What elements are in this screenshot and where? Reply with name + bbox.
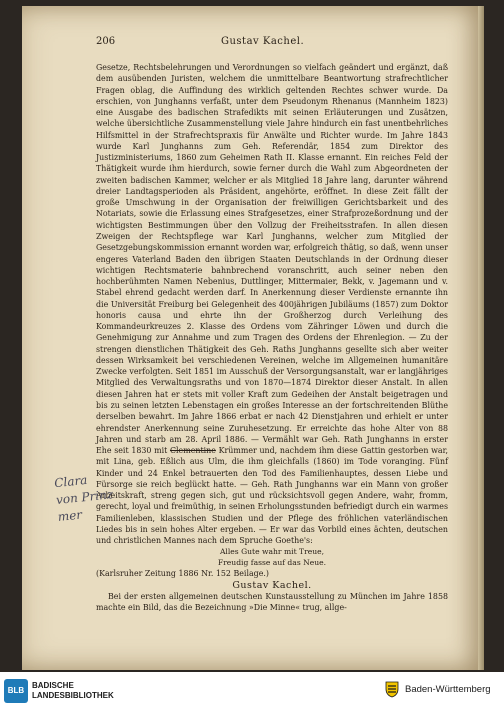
- running-title: Gustav Kachel.: [221, 36, 305, 47]
- library-name-line-1: BADISCHE: [32, 681, 74, 690]
- page-body: [96, 62, 448, 613]
- handwritten-margin-note: [53, 469, 118, 526]
- library-name-line-2: LANDESBIBLIOTHEK: [32, 691, 114, 700]
- baden-wuerttemberg-crest-icon: [383, 680, 401, 698]
- library-name[interactable]: [32, 681, 114, 701]
- page-edge: [478, 6, 484, 670]
- margin-note-line: von Prinz: [55, 487, 114, 508]
- section-title: Gustav Kachel.: [232, 579, 312, 591]
- blb-logo-icon[interactable]: BLB: [4, 679, 28, 703]
- margin-note-line: mer: [57, 507, 83, 525]
- footer-bar: [0, 672, 504, 707]
- paragraph: [96, 62, 448, 546]
- paragraph-text: Gesetze, Rechtsbelehrungen und Verordnungen so vielfach geändert und ergänzt, daß dem ausübenden Juristen, welchem die unmittelbare Beantwortung strafrechtlicher Fragen oblag, die Auffindung des wirklich geltenden Rechtes schwer wurde. Da erschien, von Junghanns verfaßt, unter dem Pseudonym Rhenanus (Mannheim 1823) eine Ausgabe des badischen Strafedikts mit seinen Erläuterungen und Zusätzen, welche übersichtliche Zusammenstellung viele Jahre hindurch ein fast unentbehrliches Hilfsmittel in der Strafrechtspraxis für Anwälte und Richter wurde. Im Jahre 1843 wurde Karl Junghanns zum Geh. Referendär, 1854 zum Direktor des Justizministeriums, 1860 zum Geheimen Rath II. Klasse ernannt. Ein reiches Feld der Thätigkeit wurde ihm hierdurch, sowie ferner durch die Wahl zum Abgeordneten der zweiten badischen Kammer, welcher er als Mitglied 18 Jahre lang, darunter während dreier Landtagsperioden als Präsident, angehörte, eröffnet. In diese Zeit fällt der große Umschwung in der Organisation der freiwilligen Gerichtsbarkeit und des Notariats, sowie die Erlassung eines Strafgesetzes, einer Strafprozeßordnung und der wichtigsten Bestimmungen über den Vollzug der Freiheitsstrafen. In allen diesen Zweigen der Rechtspflege war Karl Junghanns, welcher zum Mitglied der Gesetzgebungskommission ernannt worden war, erfolgreich thätig, so daß, wenn unser engeres Vaterland Baden den übrigen Staaten Deutschlands in der Ordnung dieser wichtigen Rechtsmaterie bahnbrechend voranschritt, auch seiner neben den hochberühmten Namen Nebenius, Duttlinger, Mittermaier, Bekk, v. Jagemann und v. Stabel ehrend gedacht werden darf. In Anerkennung dieser Verdienste ernannte ihn die Universität Freiburg bei Gelegenheit des 400jährigen Jubiläums (1857) zum Doktor honoris causa und ehrte ihn der Großherzog durch Verleihung des Kommandeurkreuzes 2. Klasse des Ordens vom Zähringer Löwen und durch die Genehmigung zur Annahme und zum Tragen des Ordens der Ehrenlegion. — Zu der strengen dienstlichen Thätigkeit des Geh. Raths Junghanns gesellte sich aber weiter dessen Wirksamkeit bei verschiedenen Vereinen, welche im Allgemeinen humanitäre Zwecke verfolgten. Seit 1851 im Ausschuß der Versorgungsanstalt, war er langjähriges Mitglied des Verwaltungsraths und von 1870—1874 Direktor dieser Anstalt. In allen diesen Jahren hat er stets mit voller Kraft zum Gedeihen der Anstalt beigetragen und bis zu seinen letzten Lebenstagen ein großes Interesse an der fortschreitenden Blüthe derselben bewahrt. Im Jahre 1866 erbat er nach 42 Dienstjahren und erhielt er unter ehrendster Anerkennung seine Zuruhesetzung. Er erreichte das hohe Alter von 88 Jahren und starb am 28. April 1886. — Vermählt war Geh. Rath Junghanns in erster Ehe seit 1830 mit: [96, 63, 448, 456]
- goethe-quote-line-2: Freudig fasse auf das Neue.: [217, 558, 327, 568]
- state-name[interactable]: Baden-Württemberg: [405, 684, 491, 695]
- name-line: Krümmer: [218, 446, 257, 456]
- goethe-quote-line-1: Alles Gute wahr mit Treue,: [219, 547, 325, 557]
- paragraph-continuation: und, nachdem ihm diese Gattin gestorben war, mit Lina, geb. Eßlich aus Ulm, die ihm gleichfalls (1860) im Tode voranging. Fünf Kinder und 24 Enkel betrauerten den Tod des Familienhauptes, dessen Liebe und Fürsorge sie reich beglückt hatte. — Geh. Rath Junghanns war ein Mann von großer Arbeitskraft, streng gegen sich, gut und rücksichtsvoll gegen Andere, wahr, fromm, gerecht, loyal und freimüthig, in seinen Erholungsstunden befriedigt durch ein warmes Familienleben, klassischen Studien und der Pflege des fröhlichen vaterländischen Liedes bis in sein hohes Alter ergeben. — Er war das Vorbild eines ächten, deutschen und christlichen Mannes nach dem Spruche Goethe's:: [96, 446, 448, 546]
- section-text: Bei der ersten allgemeinen deutschen Kunstausstellung zu München im Jahre 1858 machte ein Bild, das die Bezeichnung »Die Minne« trug, allge-: [96, 591, 448, 613]
- struck-name: Clementine: [169, 446, 216, 456]
- running-header: [96, 36, 474, 50]
- source-citation: (Karlsruher Zeitung 1886 Nr. 152 Beilage.): [96, 569, 269, 579]
- margin-note-line: Clara: [53, 472, 88, 491]
- page-number: 206: [96, 36, 116, 47]
